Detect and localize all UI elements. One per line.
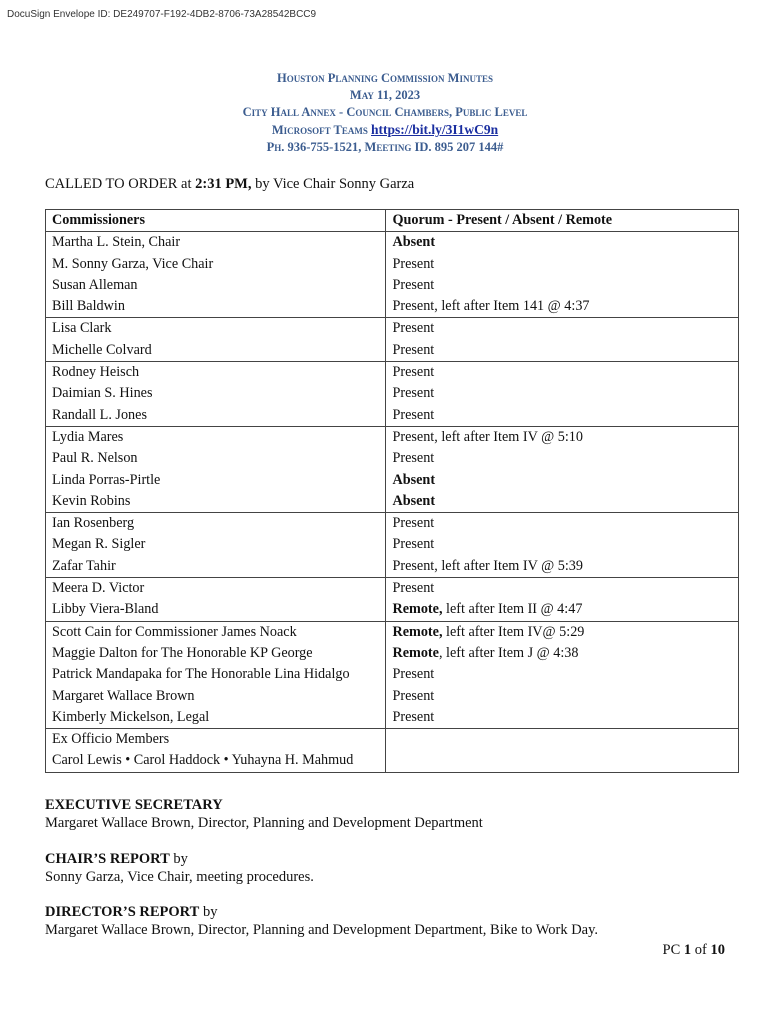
quorum-status-bold: Absent [392, 471, 436, 488]
status-cell [386, 729, 739, 773]
status-cell [386, 318, 739, 362]
commissioner-name: M. Sonny Garza, Vice Chair [52, 255, 214, 272]
quorum-status [392, 729, 738, 750]
quorum-status [392, 664, 738, 685]
executive-secretary-text: Margaret Wallace Brown, Director, Planning and Development Department [45, 815, 483, 831]
chairs-report-section [45, 850, 314, 886]
directors-report-heading: DIRECTOR’S REPORT [45, 904, 200, 920]
commissioner-name: Lisa Clark [52, 320, 112, 337]
quorum-status [392, 707, 738, 728]
quorum-status-text: left after Item IV@ 5:29 [442, 623, 585, 640]
call-prefix: CALLED TO ORDER at [45, 176, 196, 192]
table-header-row [46, 210, 739, 232]
commissioner-name: Michelle Colvard [52, 341, 152, 358]
quorum-status-text: Present [392, 255, 435, 272]
commissioner-name: Martha L. Stein, Chair [52, 234, 181, 251]
teams-link[interactable]: https://bit.ly/3I1wC9n [371, 122, 499, 137]
page-of: of [691, 942, 711, 958]
names-cell [46, 578, 386, 622]
commissioner-name: Zafar Tahir [52, 557, 116, 574]
commissioner-name: Megan R. Sigler [52, 536, 146, 553]
page-total: 10 [710, 942, 725, 958]
quorum-status-text: Present [392, 536, 435, 553]
table-group-3 [46, 362, 739, 427]
quorum-status-text: Present [392, 687, 435, 704]
names-cell [46, 232, 386, 318]
status-cell [386, 621, 739, 728]
header-location: City Hall Annex - Council Chambers, Public Level [242, 105, 528, 119]
quorum-status [392, 470, 738, 491]
quorum-status [392, 275, 738, 296]
status-cell [386, 232, 739, 318]
commissioner-name: Margaret Wallace Brown [52, 687, 195, 704]
table-group-4 [46, 426, 739, 512]
quorum-status-text: , left after Item J @ 4:38 [438, 644, 579, 661]
quorum-status-text: Present [392, 580, 435, 597]
header-title: Houston Planning Commission Minutes [277, 71, 493, 85]
quorum-status-bold: Absent [392, 492, 436, 509]
table-group-5 [46, 513, 739, 578]
status-cell [386, 362, 739, 427]
page-number [663, 942, 725, 959]
table-group-8 [46, 729, 739, 773]
commissioner-name: Lydia Mares [52, 428, 124, 445]
commissioner-name: Ian Rosenberg [52, 515, 135, 532]
quorum-status-bold: Remote [392, 644, 439, 661]
names-cell [46, 426, 386, 512]
quorum-status [392, 254, 738, 275]
chairs-report-heading: CHAIR’S REPORT [45, 851, 170, 867]
names-cell [46, 513, 386, 578]
quorum-status-text: Present [392, 341, 435, 358]
quorum-status [392, 534, 738, 555]
quorum-status-text: Present, left after Item IV @ 5:39 [392, 557, 583, 574]
col-header-commissioners: Commissioners [46, 210, 386, 232]
quorum-status [392, 578, 738, 599]
commissioner-name: Meera D. Victor [52, 580, 145, 597]
commissioner-name: Kimberly Mickelson, Legal [52, 708, 210, 725]
quorum-status-text: Present [392, 666, 435, 683]
teams-label: Microsoft Teams [271, 123, 368, 137]
directors-report-text: Margaret Wallace Brown, Director, Planning and Development Department, Bike to Work Day. [45, 922, 599, 938]
status-cell [386, 513, 739, 578]
quorum-status-text: Present [392, 406, 435, 423]
quorum-status-text: Present [392, 385, 435, 402]
docusign-envelope-id: DocuSign Envelope ID: DE249707-F192-4DB2-8706-73A28542BCC9 [7, 9, 317, 20]
quorum-status [392, 427, 738, 448]
quorum-status-text: Present [392, 320, 435, 337]
quorum-status-bold: Remote, [392, 623, 443, 640]
commissioner-name: Paul R. Nelson [52, 450, 138, 467]
header-teams [0, 121, 770, 139]
quorum-status [392, 643, 738, 664]
executive-secretary-heading: EXECUTIVE SECRETARY [45, 797, 223, 813]
table-group-2 [46, 318, 739, 362]
executive-secretary-section [45, 796, 483, 832]
quorum-status-text: Present [392, 276, 435, 293]
commissioner-name: Scott Cain for Commissioner James Noack [52, 623, 297, 640]
col-header-quorum: Quorum - Present / Absent / Remote [386, 210, 739, 232]
names-cell [46, 729, 386, 773]
names-cell [46, 621, 386, 728]
commissioner-name: Susan Alleman [52, 276, 138, 293]
quorum-status-bold: Absent [392, 234, 436, 251]
chairs-report-text: Sonny Garza, Vice Chair, meeting procedures. [45, 869, 314, 885]
quorum-status [392, 491, 738, 512]
quorum-status [392, 448, 738, 469]
quorum-status [392, 362, 738, 383]
quorum-status-text: Present [392, 364, 435, 381]
directors-report-by: by [199, 904, 218, 920]
quorum-status-text: Present [392, 450, 435, 467]
quorum-status-bold: Remote, [392, 601, 443, 618]
quorum-status [392, 340, 738, 361]
quorum-status [392, 383, 738, 404]
quorum-status-text: left after Item II @ 4:47 [442, 601, 583, 618]
commissioner-name: Daimian S. Hines [52, 385, 153, 402]
chairs-report-by: by [169, 851, 188, 867]
commissioner-name: Libby Viera-Bland [52, 601, 159, 618]
commissioner-name: Carol Lewis • Carol Haddock • Yuhayna H. Mahmud [52, 752, 354, 769]
commissioner-name: Maggie Dalton for The Honorable KP George [52, 644, 313, 661]
quorum-status [392, 296, 738, 317]
status-cell [386, 578, 739, 622]
status-cell [386, 426, 739, 512]
quorum-status-text: Present [392, 515, 435, 532]
quorum-status-text: Present [392, 708, 435, 725]
commissioner-name: Patrick Mandapaka for The Honorable Lina Hidalgo [52, 666, 350, 683]
names-cell [46, 318, 386, 362]
commissioner-name: Kevin Robins [52, 492, 131, 509]
quorum-status [392, 599, 738, 620]
quorum-status [392, 686, 738, 707]
quorum-status [392, 232, 738, 253]
quorum-status [392, 556, 738, 577]
quorum-status-text: Present, left after Item IV @ 5:10 [392, 428, 583, 445]
header-date: May 11, 2023 [349, 88, 421, 102]
table-group-7 [46, 621, 739, 728]
commissioner-name: Rodney Heisch [52, 364, 140, 381]
commissioner-name: Bill Baldwin [52, 298, 125, 315]
quorum-status [392, 750, 738, 771]
quorum-status-text: Present, left after Item 141 @ 4:37 [392, 298, 590, 315]
called-to-order [45, 176, 414, 193]
quorum-status [392, 622, 738, 643]
quorum-status [392, 318, 738, 339]
commissioners-table [45, 209, 739, 773]
commissioner-name: Linda Porras-Pirtle [52, 471, 161, 488]
page-current: 1 [683, 942, 692, 958]
quorum-status [392, 513, 738, 534]
directors-report-section [45, 903, 598, 939]
names-cell [46, 362, 386, 427]
commissioner-name: Ex Officio Members [52, 731, 170, 748]
call-suffix: by Vice Chair Sonny Garza [251, 176, 415, 192]
call-time: 2:31 PM, [195, 176, 252, 192]
header-phone: Ph. 936-755-1521, Meeting ID. 895 207 144# [266, 140, 504, 154]
table-group-1 [46, 232, 739, 318]
page-prefix: PC [662, 942, 684, 958]
table-group-6 [46, 578, 739, 622]
minutes-header [0, 70, 770, 156]
quorum-status [392, 405, 738, 426]
commissioner-name: Randall L. Jones [52, 406, 147, 423]
